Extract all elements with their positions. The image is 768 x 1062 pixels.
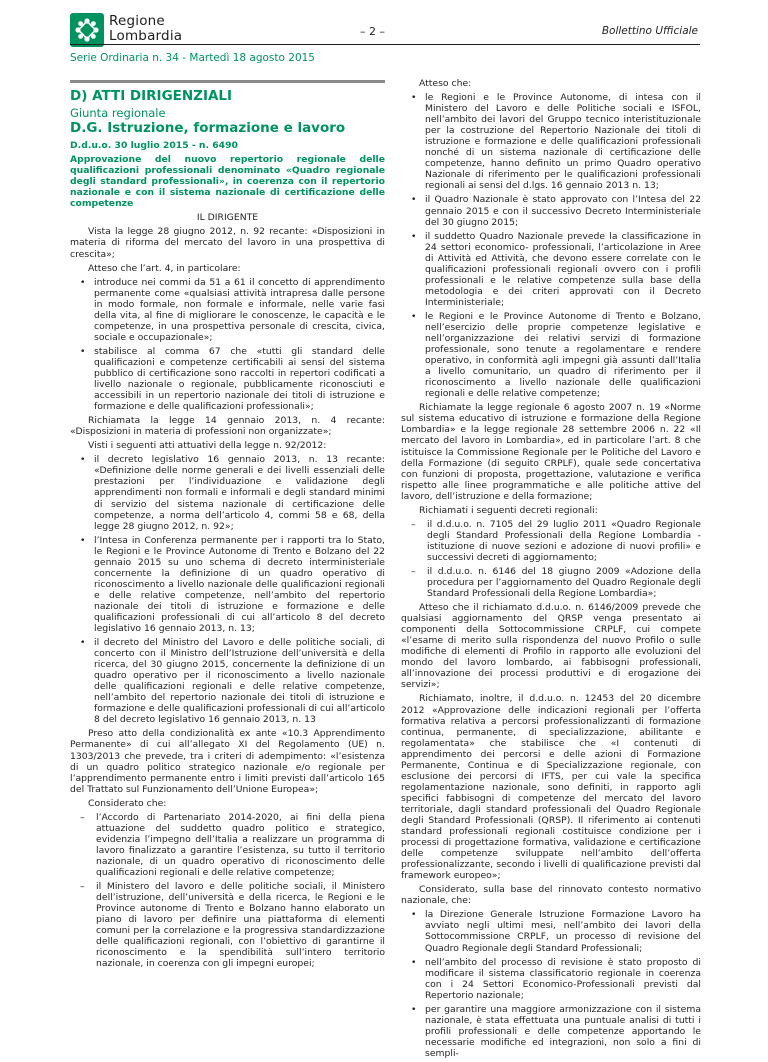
organization-label: Giunta regionale — [70, 106, 166, 120]
dash-list — [401, 519, 701, 599]
list-item: – il Ministero del lavoro e delle politiche sociali, il Ministero dell’istruzione, dell’università e della ricerca, le Regioni e le Province autonome di Trento e Bolzano hanno elaborato un piano di lavoro per definire una piattaforma di elementi comuni per la correlazione e la progressiva standardizzazione delle qualificazioni regionali, con l’obiettivo di garantirne il riconoscimento e la spendibilità sull’intero territorio nazionale, in coerenza con gli impegni europei; — [70, 881, 385, 969]
paragraph: Atteso che l’art. 4, in particolare: — [88, 262, 241, 274]
left-column — [70, 80, 385, 972]
page-header — [0, 0, 768, 70]
paragraph: Atteso che il richiamato d.d.u.o. n. 6146/2009 prevede che qualsiasi aggiornamento del QRSP venga presentato ai componenti della Sottocommissione CRPLF, cui compete «l’esame di merito sulla rispondenza del nuovo Profilo o sulle modifiche di elementi di Profilo in rapporto alle evoluzioni del mondo del lavoro lombardo, ai fabbisogni professionali, all’innovazione dei processi produttivi e di erogazione dei servizi»; — [401, 602, 701, 691]
publication-title: Bollettino Ufficiale — [601, 25, 698, 37]
paragraph: Richiamata la legge 14 gennaio 2013, n. 4 recante: «Disposizioni in materia di professioni non organizzate»; — [70, 415, 385, 438]
decree-title: Approvazione del nuovo repertorio regionale delle qualificazioni professionali denominato «Quadro regionale degli standard professionali», in coerenza con il repertorio nazionale e con il sistema nazionale di certificazione delle competenze — [70, 154, 385, 210]
region-logo — [70, 13, 210, 47]
list-item: • per garantire una maggiore armonizzazione con il sistema nazionale, è stata effettuata una puntuale analisi di tutti i profili professionali e delle competenze apportando le necessarie modifiche ed integrazioni, non solo a fini di sempli- — [401, 1004, 701, 1059]
list-item: • il suddetto Quadro Nazionale prevede la classificazione in 24 settori economico- professionali, l’articolazione in Aree di Attività ed Attività, che devono essere correlate con le qualificazioni professionali regionali ovvero con i profili professionali e le relative competenze sulla base della metodologia e dei criteri approvati con il Decreto Interministeriale; — [401, 231, 701, 308]
paragraph: Considerato, sulla base del rinnovato contesto normativo nazionale, che: — [401, 884, 701, 907]
paragraph: Visti i seguenti atti attuativi della legge n. 92/2012: — [88, 440, 327, 452]
logo-text — [109, 14, 182, 44]
section-heading: D) ATTI DIRIGENZIALI — [70, 88, 233, 104]
paragraph: Richiamato, inoltre, il d.d.u.o. n. 12453 del 20 dicembre 2012 «Approvazione delle indicazioni regionali per l’offerta formativa relativa a percorsi professionalizzanti di formazione continua, permanente, di specializzazione, abilitante e regolamentata» che stabilisce che «I contenuti di apprendimento dei percorsi e delle azioni di Formazione Permanente, Continua e di Specializzazione regionale, con esclusione dei percorsi di IFTS, per cui vale la specifica regolamentazione nazionale, sono definiti, in rapporto agli specifici fabbisogni di competenze del mercato del lavoro territoriale, dagli standard professionali del Quadro Regionale degli Standard Professionali (QRSP). Il riferimento ai contenuti standard professionali regionali costituisce condizione per i processi di progettazione formativa, validazione e certificazione delle competenze sviluppate nell’ambito dell’offerta professionalizzante, secondo i livelli di qualificazione previsti dal framework europeo»; — [401, 693, 701, 882]
list-item: • il decreto del Ministro del Lavoro e delle politiche sociali, di concerto con il Ministro dell’Istruzione dell’università e della ricerca, del 30 giugno 2015, concernente la definizione di un quadro operativo per il riconoscimento a livello nazionale delle qualificazioni regionali e delle relative competenze, nell’ambito del repertorio nazionale dei titoli di istruzione e formazione e delle qualificazioni professionali di cui all’articolo 8 del decreto legislativo 16 gennaio 2013, n. 13 — [70, 637, 385, 725]
list-item: • la Direzione Generale Istruzione Formazione Lavoro ha avviato negli ultimi mesi, nell’ambito dei lavori della Sottocommissione CRPLF, un processo di revisione del Quadro Regionale degli Standard Professionali; — [401, 909, 701, 953]
bullet-list — [401, 909, 701, 1059]
paragraph: Considerato che: — [88, 797, 167, 809]
dash-list — [70, 812, 385, 970]
paragraph: Richiamate la legge regionale 6 agosto 2007 n. 19 «Norme sul sistema educativo di istruzione e formazione della Regione Lombardia» e la legge regionale 28 settembre 2006 n. 22 «Il mercato del lavoro in Lombardia», ed in particolare l’art. 8 che istituisce la Commissione Regionale per le Politiche del Lavoro e della Formazione (di seguito CRPLF), quale sede concertativa con funzioni di proposta, progettazione, valutazione e verifica rispetto alle linee programmatiche e alle politiche attive del lavoro, dell’istruzione e della formazione; — [401, 402, 701, 502]
list-item: • l’Intesa in Conferenza permanente per i rapporti tra lo Stato, le Regioni e le Province Autonome di Trento e Bolzano del 22 gennaio 2015 su uno schema di decreto interministeriale concernente la definizione di un quadro operativo di riconoscimento a livello nazionale delle qualificazioni regionali e delle relative competenze, nell’ambito del repertorio nazionale dei titoli di istruzione e formazione e delle qualificazioni professionali di cui all’articolo 8 del decreto legislativo 16 gennaio 2013, n. 13; — [70, 535, 385, 634]
logo-line-2: Lombardia — [109, 28, 183, 44]
list-item: – il d.d.u.o. n. 6146 del 18 giugno 2009 «Adozione della procedura per l’aggiornamento del Quadro Regionale degli Standard Professionali della Regione Lombardia»; — [401, 566, 701, 599]
logo-line-1: Regione — [109, 13, 165, 29]
list-item: • le Regioni e le Province Autonome, di intesa con il Ministero del Lavoro e delle Politiche sociali e ISFOL, nell’ambito dei lavori del Gruppo tecnico interistituzionale per la costruzione del Repertorio Nazionale dei titoli di istruzione e formazione e delle qualificazioni professionali nonché di un sistema nazionale di certificazione delle competenze, hanno definito un primo Quadro operativo Nazionale di riferimento per le qualificazioni professionali regionali ai sensi del d.lgs. 16 gennaio 2013 n. 13; — [401, 92, 701, 191]
bullet-list — [401, 92, 701, 399]
paragraph: Vista la legge 28 giugno 2012, n. 92 recante: «Disposizioni in materia di riforma del mercato del lavoro in una prospettiva di crescita»; — [70, 226, 385, 260]
il-dirigente-heading: IL DIRIGENTE — [196, 212, 259, 224]
list-item: – il d.d.u.o. n. 7105 del 29 luglio 2011 «Quadro Regionale degli Standard Professionali della Regione Lombardia - istituzione di nuove sezioni e adozione di nuovi profili» e successivi decreti di aggiornamento; — [401, 519, 701, 563]
bullet-list — [70, 454, 385, 725]
paragraph: Preso atto della condizionalità ex ante «10.3 Apprendimento Permanente» di cui all’allegato XI del Regolamento (UE) n. 1303/2013 che prevede, tra i criteri di adempimento: «l’esistenza di un quadro politico strategico nazionale e/o regionale per l’apprendimento permanente entro i limiti previsti dall’articolo 165 del Trattato sul Funzionamento dell’Unione Europea»; — [70, 728, 385, 795]
list-item: • le Regioni e le Province Autonome di Trento e Bolzano, nell’esercizio delle proprie competenze legislative e nell’organizzazione dei relativi servizi di formazione professionale, sono tenute a regolamentare e rendere operativo, in conformità agli impegni già assunti dall’Italia a livello comunitario, un quadro di riferimento per il riconoscimento a livello nazionale delle qualificazioni regionali e delle relative competenze; — [401, 311, 701, 399]
section-divider — [70, 80, 385, 83]
rosa-camuna-icon — [70, 13, 104, 47]
paragraph: Atteso che: — [419, 78, 472, 89]
bullet-list — [70, 277, 385, 413]
directorate-heading: D.G. Istruzione, formazione e lavoro — [70, 120, 346, 137]
list-item: • stabilisce al comma 67 che «tutti gli standard delle qualificazioni e competenze certificabili ai sensi del sistema pubblico di certificazione sono raccolti in repertori codificati a livello nazionale o regionale, pubblicamente riconosciuti e accessibili in un repertorio nazionale dei titoli di istruzione e formazione e delle qualificazioni professionali»; — [70, 346, 385, 412]
right-column — [401, 78, 701, 1062]
list-item: • il Quadro Nazionale è stato approvato con l’Intesa del 22 gennaio 2015 e con il successivo Decreto Interministeriale del 30 giugno 2015; — [401, 194, 701, 227]
list-item: • introduce nei commi da 51 a 61 il concetto di apprendimento permanente come «qualsiasi attività intrapresa dalle persone in modo formale, non formale e informale, nelle varie fasi della vita, al fine di migliorare le conoscenze, le capacità e le competenze, in una prospettiva personale di crescita, civica, sociale e occupazionale»; — [70, 277, 385, 343]
header-divider — [70, 44, 700, 45]
decree-reference: D.d.u.o. 30 luglio 2015 - n. 6490 — [70, 140, 238, 152]
paragraph: Richiamati i seguenti decreti regionali: — [419, 504, 598, 516]
list-item: • nell’ambito del processo di revisione è stato proposto di modificare il sistema classificatorio regionale in coerenza con i 24 Settori Economico-Professionali previsti dal Repertorio nazionale; — [401, 957, 701, 1001]
list-item: – l’Accordo di Partenariato 2014-2020, ai fini della piena attuazione del suddetto quadro politico e strategico, evidenzia l’impegno dell’Italia a realizzare un programma di lavoro finalizzato a garantire l’esistenza, su tutto il territorio nazionale, di un quadro operativo di riconoscimento delle qualificazioni regionali e delle relative competenze; — [70, 812, 385, 878]
series-line: Serie Ordinaria n. 34 - Martedì 18 agosto 2015 — [70, 52, 315, 64]
page-number: – 2 – — [360, 25, 385, 38]
list-item: • il decreto legislativo 16 gennaio 2013, n. 13 recante: «Definizione delle norme generali e dei livelli essenziali delle prestazioni per l’individuazione e validazione degli apprendimenti non formali e informali e degli standard minimi di servizio del sistema nazionale di certificazione delle competenze, a norma dell’articolo 4, commi 58 e 68, della legge 28 giugno 2012, n. 92»; — [70, 454, 385, 531]
